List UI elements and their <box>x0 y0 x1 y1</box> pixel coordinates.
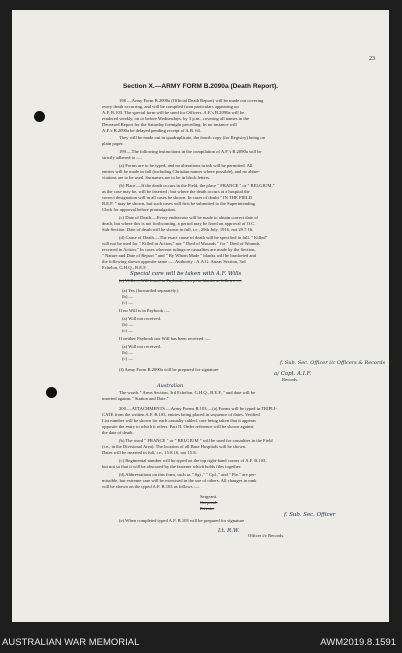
handwritten-signature: f. Sub. Sec. Officer <box>284 512 336 518</box>
records-label: Records. <box>282 377 299 382</box>
text-line: (b) The word " FRANCE " or " BELGIUM " will be used for casualties in the Field <box>119 438 273 443</box>
text-line: The words " Arms Section, 3rd Echelon, G.H.Q., B.E.F.," and date will be <box>119 390 256 395</box>
text-line: received in Action." In cases whereon rulings re casualties are made by the Section, <box>102 247 256 252</box>
punch-hole <box>46 387 57 398</box>
text-line: " Nature and Date of Report " and " By Whom Made " blanks will be bracketed and <box>102 253 256 258</box>
text-line: viations are to be used. Surnames are to be in block letters. <box>102 175 211 180</box>
handwritten-note: Special care will be taken with A.F. Wills <box>130 271 242 277</box>
footer-bar <box>0 628 402 653</box>
text-line: (a) Forms are to be typed, and no alterations in ink will be permitted. All <box>119 163 253 168</box>
text-line: (d) Cause of Death.—The exact cause of death will be specified in full. " Killed" <box>119 235 268 240</box>
text-line: will be shown on the typed A.F. B.103 as follows :— <box>102 484 200 489</box>
text-line: (b) — <box>122 294 134 299</box>
officer-label: Officer i/c Records. <box>248 533 285 538</box>
text-line: Sub-Section. Date of death will be shown in full, i.e., 29th July, 1916, not 29.7.16. <box>102 227 254 232</box>
page-number: 23 <box>369 56 375 62</box>
text-line: (b) Place.—If the death occurs in the Field, the place " FRANCE " or " BELGIUM," <box>119 183 275 188</box>
text-line: 199.—The following instructions in the compilation of A.F.'s B.2090a will be <box>119 149 262 154</box>
handwritten-signature: f. Sub. Sec. Officer i/c Officers & Records <box>280 360 386 366</box>
text-line: will not be used for " Killed in Action," nor " Died of Wounds " for " Died of Wounds <box>102 241 260 246</box>
text-line: as the case may be, will be inserted ; but where the death occurs at a hospital the <box>102 189 250 194</box>
text-line: Deceased Report for the Saturday fortnight preceding. In no instance will <box>102 122 237 127</box>
rank-example: Corporal. <box>200 500 218 505</box>
footer-reference: AWM2019.8.1591 <box>320 637 396 648</box>
text-line: They will be made out in quadruplicate, the fourth copy (for Registry) being on <box>119 135 265 140</box>
text-line: If no Will is in Paybook :— <box>119 308 171 313</box>
handwritten-signature: a/ Capt. A.I.F. <box>274 371 312 377</box>
rank-example: Sergeant. <box>200 494 218 499</box>
rank-example: Private. <box>200 506 215 511</box>
text-line: List number will be shown for each casualty cabled, care being taken that it appears <box>102 418 256 423</box>
text-line: B.E.F. " may be shown, but such cases will first be submitted to the Superintending <box>102 201 256 206</box>
text-line: the date of death. <box>102 430 134 435</box>
text-line: 198.—Army Form B.2090a (Official Death Report) will be made out covering <box>119 98 264 103</box>
text-line: death, but where this is not forthcoming, a period may be fixed on approval of O.C. <box>102 221 256 226</box>
text-line: plain paper. <box>102 141 124 146</box>
text-line: (c) — <box>122 328 133 333</box>
handwritten-signature: Lt. R.W. <box>218 528 240 534</box>
text-line: (a) Will not received. <box>122 344 162 349</box>
text-line: A.F.'s B.2090a be delayed pending receipt of A.B. 64. <box>102 128 201 133</box>
text-line: (c) — <box>122 356 133 361</box>
text-line: 200.—ATTACHMENTS.—Army Forms B.103.—(a) Forms will be typed in TRIPLI- <box>119 406 278 411</box>
text-line: missible, but extreme care will be exercised in the use of others. All changes in rank <box>102 478 257 483</box>
text-line: every death occurring, and will be compiled from particulars appearing on <box>102 104 239 109</box>
punch-hole <box>34 111 45 122</box>
text-line: Dates will be inserted in full, i.e., 15.8.16, not 15.8. <box>102 450 197 455</box>
text-line: Echelon, G.H.Q., B.E.F. <box>102 265 147 270</box>
text-line: but not so that it will be obscured by the fastener which holds files together. <box>102 464 242 469</box>
document-page <box>12 10 389 622</box>
text-line: (b) — <box>122 322 134 327</box>
text-line: If neither Paybook nor Will has been received :— <box>119 336 211 341</box>
text-line: correct designation will in all cases be shown. In cases of doubt " IN THE FIELD <box>102 195 253 200</box>
handwritten-correction: Australian <box>157 383 184 389</box>
text-line: (e) Wills.—Will found in Paybook, except in blanks as follows :— <box>119 278 242 283</box>
footer-source: AUSTRALIAN WAR MEMORIAL <box>2 637 140 648</box>
text-line: (c) Regimental number will be typed on the top right-hand corner of A.F. B.103, <box>119 458 267 463</box>
text-line: Clerk for approval before promulgation. <box>102 207 176 212</box>
text-line: (d) Abbreviations on this form, such as " Sgt.," " Cpl.," and " Pte." are per- <box>119 472 257 477</box>
text-line: the following shown opposite same :— Authority : A.A.G. Anzac Section, 3rd <box>102 259 246 264</box>
text-line: inserted against " Station and Date." <box>102 396 169 401</box>
text-line: (f) Army Form B.2090a will be prepared for signature <box>119 367 219 372</box>
text-line: (c) — <box>122 300 133 305</box>
text-line: (e) When completed typed A.F. B.103 will be prepared for signature <box>119 518 245 523</box>
text-line: (b) — <box>122 350 134 355</box>
text-line: A.F. B.103. The special form will be used for Officers. A.F.'s B.2090a will be <box>102 110 245 115</box>
text-line: CATE from the written A.F. B.103, entries being placed in sequence of dates. Verified <box>102 412 260 417</box>
text-line: (a) Yes (forwarded separately.) <box>122 288 179 293</box>
text-line: strictly adhered to :— <box>102 155 143 160</box>
text-line: (a) Will not received. <box>122 316 162 321</box>
text-line: (c) Date of Death.—Every endeavour will be made to obtain correct date of <box>119 215 258 220</box>
section-title: Section X.—ARMY FORM B.2090a (Death Report). <box>122 83 279 90</box>
text-line: opposite the entry to which it refers. Part II. Order reference will be shown against <box>102 424 254 429</box>
text-line: rendered weekly, on or before Wednesdays, by 3 p.m., covering all names in the <box>102 116 249 121</box>
text-line: entries will be made in full (including Christian names where possible), and no abbre- <box>102 169 260 174</box>
text-line: (i.e., in the Divisional Area). The location of all Base Hospitals will be shown. <box>102 444 247 449</box>
